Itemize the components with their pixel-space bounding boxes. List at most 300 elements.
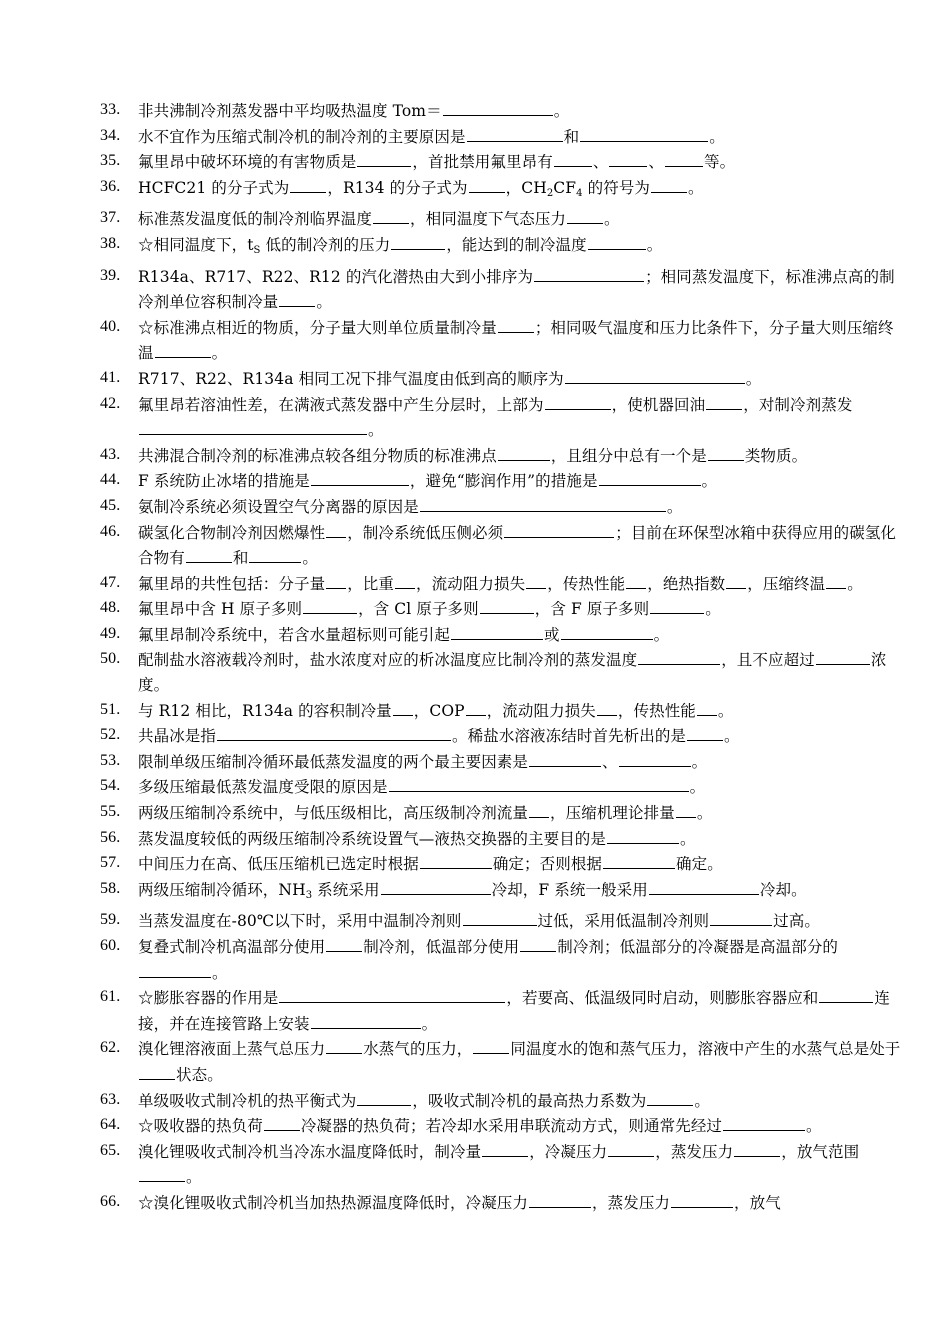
answer-blank[interactable]: [649, 877, 759, 895]
answer-blank[interactable]: [139, 960, 211, 978]
question-text-segment: 低的制冷剂的压力: [260, 235, 391, 254]
answer-blank[interactable]: [687, 723, 723, 741]
answer-blank[interactable]: [676, 800, 696, 818]
question-item: [0, 571, 950, 597]
question-text-segment: 与 R12 相比，R134a 的容积制冷量: [138, 701, 392, 720]
answer-blank[interactable]: [597, 698, 617, 716]
question-text-segment: 冷却。: [759, 880, 807, 899]
answer-blank[interactable]: [723, 1113, 805, 1131]
question-text-segment: ☆溴化锂吸收式制冷机当加热热源温度降低时，冷凝压力: [138, 1193, 529, 1212]
question-text-segment: 非共沸制冷剂蒸发器中平均吸热温度 Tom＝: [138, 102, 442, 120]
question-text: [138, 575, 863, 593]
question-text-segment: 同温度水的饱和蒸气压力，溶液中产生的水蒸气总是处于: [510, 1040, 901, 1059]
question-text: [138, 881, 807, 899]
question-number: 61.: [100, 988, 121, 1006]
answer-blank[interactable]: [155, 340, 211, 358]
answer-blank[interactable]: [504, 520, 614, 538]
question-text-segment: 、: [648, 153, 665, 172]
question-text-segment: ，放气: [734, 1193, 781, 1212]
question-text: [138, 989, 890, 1033]
question-text-segment: 浓度。: [138, 651, 887, 695]
question-text: [138, 804, 712, 822]
question-item: [0, 264, 950, 315]
question-item: [0, 315, 950, 366]
question-item: [0, 149, 950, 175]
question-number: 54.: [100, 777, 121, 795]
answer-blank[interactable]: [706, 392, 742, 410]
question-text-segment: 。稀盐水溶液冻结时首先析出的是: [452, 727, 687, 746]
answer-blank[interactable]: [520, 934, 556, 952]
question-item: [0, 392, 950, 443]
question-item: [0, 723, 950, 749]
answer-blank[interactable]: [498, 315, 534, 333]
question-number: 58.: [100, 879, 121, 897]
answer-blank[interactable]: [647, 1088, 693, 1106]
question-text-segment: ，使机器回油: [611, 395, 706, 414]
question-number: 39.: [100, 266, 121, 284]
question-text-segment: ，流动阻力损失: [416, 574, 526, 593]
question-text-segment: ，含 F 原子多则: [534, 600, 650, 619]
question-text-segment: ，首批禁用氟里昂有: [412, 153, 553, 172]
question-number: 50.: [100, 650, 121, 668]
question-text-segment: ，R134 的分子式为: [327, 178, 468, 197]
question-text-segment: 、: [592, 153, 609, 172]
answer-blank[interactable]: [482, 1139, 528, 1157]
question-text: [138, 128, 725, 146]
answer-blank[interactable]: [217, 723, 451, 741]
question-number: 66.: [100, 1192, 121, 1210]
answer-blank[interactable]: [373, 206, 409, 224]
question-number: 56.: [100, 828, 121, 846]
subscript: 2: [546, 187, 554, 199]
question-text-segment: 状态。: [176, 1065, 223, 1084]
question-text-segment: 。: [717, 701, 734, 720]
question-text: [138, 268, 895, 312]
question-item: [0, 232, 950, 264]
question-number: 60.: [100, 937, 121, 954]
question-number: 34.: [100, 126, 121, 144]
question-text-segment: 确定；否则根据: [492, 855, 603, 874]
question-text-segment: ；目前在环保型冰箱中获得应用的碳氢化合物有: [138, 523, 897, 568]
question-item: [0, 206, 950, 232]
question-number: 46.: [100, 522, 121, 540]
question-text-segment: 限制单级压缩制冷循环最低蒸发温度的两个最主要因素是: [138, 752, 529, 771]
question-text-segment: R134a、R717、R22、R12 的汽化潜热由大到小排序为: [138, 267, 534, 286]
question-item: [0, 1139, 950, 1190]
question-number: 51.: [100, 700, 121, 718]
question-text-segment: ，且组分中总有一个是: [550, 446, 707, 465]
question-text-segment: 或: [544, 625, 560, 644]
question-text-segment: ，流动阻力损失: [486, 701, 596, 720]
question-text-segment: ，蒸发压力: [655, 1142, 734, 1161]
answer-blank[interactable]: [626, 571, 646, 589]
subscript: 4: [576, 187, 583, 199]
question-text-segment: ，压缩终温: [747, 574, 826, 593]
question-text-segment: 系统采用: [312, 880, 380, 899]
answer-blank[interactable]: [393, 698, 413, 716]
question-item: [0, 1036, 950, 1087]
question-text-segment: 溴化锂吸收式制冷机当冷冻水温度降低时，制冷量: [138, 1142, 482, 1161]
question-number: 44.: [100, 471, 121, 489]
question-text-segment: 等。: [704, 153, 736, 172]
answer-blank[interactable]: [710, 908, 772, 926]
question-text-segment: 配制盐水溶液载冷剂时，盐水浓度对应的析冰温度应比制冷剂的蒸发温度: [138, 651, 638, 670]
answer-blank[interactable]: [816, 647, 870, 665]
question-text: [138, 855, 723, 873]
question-text-segment: 蒸发温度较低的两级压缩制冷系统设置气—液热交换器的主要目的是: [138, 829, 607, 848]
answer-blank[interactable]: [326, 1036, 362, 1054]
question-text-segment: 。: [847, 574, 863, 593]
question-text: [138, 938, 838, 982]
answer-blank[interactable]: [420, 494, 666, 512]
question-text: [138, 153, 735, 171]
question-item: [0, 468, 950, 494]
question-text-segment: 氟里昂若溶油性差，在满液式蒸发器中产生分层时，上部为: [138, 395, 544, 414]
question-text-segment: 氟里昂中含 H 原子多则: [138, 600, 303, 619]
question-text-segment: 。: [368, 421, 384, 440]
question-number: 41.: [100, 368, 121, 386]
question-text-segment: ☆吸收器的热负荷: [138, 1117, 263, 1136]
answer-blank[interactable]: [249, 545, 301, 563]
question-text: [138, 1194, 781, 1212]
question-item: [0, 826, 950, 852]
question-text: [138, 830, 696, 848]
answer-blank[interactable]: [580, 124, 708, 142]
question-text: [138, 1092, 710, 1110]
answer-blank[interactable]: [534, 264, 644, 282]
question-text-segment: 。: [705, 600, 721, 619]
question-text-segment: 。: [646, 235, 663, 254]
question-text: [138, 651, 886, 694]
question-text-segment: 当蒸发温度在-80℃以下时，采用中温制冷剂则: [138, 912, 462, 931]
answer-blank[interactable]: [357, 1088, 411, 1106]
question-number: 37.: [100, 209, 121, 227]
question-item: [0, 1113, 950, 1139]
question-text-segment: 。: [745, 369, 762, 388]
question-text: [138, 600, 721, 618]
answer-blank[interactable]: [139, 1062, 175, 1080]
question-text-segment: 多级压缩最低蒸发温度受限的原因是: [138, 778, 388, 797]
question-text-segment: 连接，并在连接管路上安装: [138, 989, 891, 1033]
answer-blank[interactable]: [529, 800, 549, 818]
question-text-segment: 共沸混合制冷剂的标准沸点较各组分物质的标准沸点: [138, 446, 497, 465]
question-text-segment: 。: [666, 497, 683, 516]
question-text-segment: ，且不应超过: [721, 651, 815, 670]
question-text-segment: ，传热性能: [547, 574, 626, 593]
question-text-segment: 氟里昂的共性包括：分子量: [138, 574, 326, 593]
question-text-segment: 。: [680, 829, 696, 848]
question-text: [138, 102, 569, 120]
answer-blank[interactable]: [443, 98, 553, 116]
answer-blank[interactable]: [463, 908, 537, 926]
answer-blank[interactable]: [139, 417, 367, 435]
answer-blank[interactable]: [726, 571, 746, 589]
question-text-segment: 氟里昂制冷系统中，若含水量超标则可能引起: [138, 625, 451, 644]
question-text-segment: 。: [696, 804, 713, 823]
answer-blank[interactable]: [381, 877, 491, 895]
question-text-segment: 和: [232, 549, 249, 568]
question-number: 35.: [100, 152, 121, 170]
answer-blank[interactable]: [466, 698, 486, 716]
question-text-segment: 。: [688, 178, 704, 197]
question-text-segment: ☆膨胀容器的作用是: [138, 989, 279, 1008]
answer-blank[interactable]: [473, 1036, 509, 1054]
question-text-segment: 氨制冷系统必须设置空气分离器的原因是: [138, 497, 419, 516]
answer-blank[interactable]: [279, 985, 505, 1003]
question-number: 64.: [100, 1116, 121, 1134]
answer-blank[interactable]: [264, 1113, 300, 1131]
answer-blank[interactable]: [619, 749, 691, 767]
answer-blank[interactable]: [326, 934, 362, 952]
question-number: 63.: [100, 1090, 121, 1108]
question-text: [138, 447, 807, 465]
question-text-segment: 。: [689, 778, 706, 797]
answer-blank[interactable]: [554, 149, 592, 167]
question-text-segment: 水蒸气的压力，: [363, 1040, 473, 1059]
question-item: [0, 622, 950, 648]
question-text-segment: 溴化锂溶液面上蒸气总压力: [138, 1040, 326, 1059]
question-text-segment: 。: [691, 752, 708, 771]
question-text-segment: 和: [563, 127, 580, 146]
answer-blank[interactable]: [303, 596, 357, 614]
question-text-segment: ，CH: [505, 178, 547, 197]
question-text: [138, 626, 669, 644]
answer-blank[interactable]: [826, 571, 846, 589]
question-text-segment: 水不宜作为压缩式制冷机的制冷剂的主要原因是: [138, 127, 466, 146]
question-number: 55.: [100, 803, 121, 821]
answer-blank[interactable]: [480, 596, 534, 614]
answer-blank[interactable]: [609, 149, 647, 167]
question-number: 38.: [100, 234, 121, 252]
question-text-segment: ，比重: [347, 574, 395, 593]
question-item: [0, 596, 950, 622]
answer-blank[interactable]: [650, 596, 704, 614]
question-text-segment: 、: [602, 752, 618, 771]
question-text: [138, 778, 705, 796]
question-text-segment: 。: [553, 102, 570, 120]
question-number: 65.: [100, 1141, 121, 1159]
question-item: [0, 366, 950, 392]
subscript: S: [253, 244, 261, 256]
question-number: 45.: [100, 496, 121, 514]
question-text: [138, 524, 896, 568]
answer-blank[interactable]: [395, 571, 415, 589]
question-text-segment: 单级吸收式制冷机的热平衡式为: [138, 1091, 357, 1110]
answer-blank[interactable]: [526, 571, 546, 589]
question-text-segment: ；相同吸气温度和压力比条件下，分子量大则压缩终温: [138, 318, 894, 363]
question-item: [0, 934, 950, 985]
question-text-segment: 氟里昂中破坏环境的有害物质是: [138, 153, 357, 172]
answer-blank[interactable]: [588, 232, 646, 250]
question-text-segment: ，绝热指数: [647, 574, 726, 593]
question-item: [0, 494, 950, 520]
answer-blank[interactable]: [311, 468, 409, 486]
question-text-segment: 冷凝器的热负荷；若冷却水采用串联流动方式，则通常先经过: [300, 1117, 723, 1136]
answer-blank[interactable]: [469, 175, 505, 193]
question-text-segment: ；相同蒸发温度下，标准沸点高的制冷剂单位容积制冷量: [138, 267, 895, 312]
question-item: [0, 175, 950, 207]
answer-blank[interactable]: [561, 622, 653, 640]
question-item: [0, 749, 950, 775]
question-text-segment: ，制冷系统低压侧必须: [347, 523, 504, 542]
question-text-segment: CF: [553, 178, 577, 197]
question-number: 43.: [100, 445, 121, 463]
question-text: [138, 236, 662, 254]
question-text-segment: 过高。: [773, 912, 820, 931]
question-item: [0, 877, 950, 909]
question-item: [0, 851, 950, 877]
answer-blank[interactable]: [608, 1139, 654, 1157]
answer-blank[interactable]: [819, 985, 873, 1003]
question-number: 42.: [100, 394, 121, 412]
question-text-segment: 标准蒸发温度低的制冷剂临界温度: [138, 210, 373, 229]
answer-blank[interactable]: [671, 1190, 733, 1208]
question-number: 49.: [100, 624, 121, 642]
question-text: [138, 1143, 859, 1187]
answer-blank[interactable]: [607, 826, 679, 844]
question-text: [138, 1040, 900, 1084]
question-item: [0, 1190, 950, 1216]
question-item: [0, 647, 950, 697]
question-text-segment: ，冷凝压力: [529, 1142, 608, 1161]
answer-blank[interactable]: [326, 571, 346, 589]
answer-blank[interactable]: [290, 175, 326, 193]
question-item: [0, 443, 950, 469]
question-item: [0, 124, 950, 150]
question-number: 47.: [100, 573, 121, 591]
answer-blank[interactable]: [565, 366, 745, 384]
answer-blank[interactable]: [391, 232, 445, 250]
question-text-segment: 共晶冰是指: [138, 727, 217, 746]
answer-blank[interactable]: [467, 124, 563, 142]
question-text-segment: ，COP: [413, 701, 465, 720]
answer-blank[interactable]: [311, 1011, 421, 1029]
question-text: [138, 179, 704, 197]
question-text-segment: 。: [211, 344, 228, 363]
question-text-segment: 两级压缩制冷系统中，与低压级相比，高压级制冷剂流量: [138, 804, 529, 823]
question-text-segment: 制冷剂；低温部分的冷凝器是高温部分的: [557, 938, 839, 956]
question-text-segment: 。: [806, 1117, 822, 1136]
question-text: [138, 727, 740, 745]
answer-blank[interactable]: [529, 749, 601, 767]
question-text: [138, 702, 734, 720]
question-text-segment: 类物质。: [744, 446, 808, 465]
question-text-segment: ☆标准沸点相近的物质，分子量大则单位质量制冷量: [138, 318, 497, 337]
question-text-segment: ，对制冷剂蒸发: [743, 395, 853, 414]
answer-blank[interactable]: [697, 698, 717, 716]
answer-blank[interactable]: [567, 206, 603, 224]
answer-blank[interactable]: [326, 520, 346, 538]
answer-blank[interactable]: [279, 289, 315, 307]
answer-blank[interactable]: [638, 647, 720, 665]
question-text: [138, 370, 761, 388]
question-item: [0, 985, 950, 1036]
question-text-segment: 的符号为: [582, 178, 651, 197]
answer-blank[interactable]: [665, 149, 703, 167]
question-number: 62.: [100, 1039, 121, 1057]
question-number: 53.: [100, 751, 121, 769]
question-text-segment: ，含 Cl 原子多则: [358, 600, 479, 619]
question-text-segment: ，压缩机理论排量: [550, 804, 675, 823]
question-text-segment: 。: [604, 210, 620, 229]
question-text-segment: 确定。: [676, 855, 723, 874]
question-text-segment: ，相同温度下气态压力: [410, 210, 567, 229]
question-text-segment: 中间压力在高、低压压缩机已选定时根据: [138, 855, 419, 874]
question-text-segment: 。: [186, 1168, 202, 1187]
answer-blank[interactable]: [451, 622, 543, 640]
question-text-segment: 。: [724, 727, 740, 746]
question-text-segment: 。: [653, 625, 670, 644]
question-text-segment: 。: [302, 549, 319, 568]
question-text: [138, 753, 707, 771]
answer-blank[interactable]: [599, 468, 701, 486]
question-text-segment: 两级压缩制冷循环，NH: [138, 880, 306, 899]
answer-blank[interactable]: [545, 392, 611, 410]
question-text: [138, 319, 894, 363]
question-item: [0, 98, 950, 124]
question-text-segment: ，吸收式制冷机的最高热力系数为: [412, 1091, 647, 1110]
question-item: [0, 698, 950, 724]
question-text-segment: ，若要高、低温级同时启动，则膨胀容器应和: [506, 989, 819, 1008]
question-text-segment: ☆相同温度下，t: [138, 235, 254, 254]
answer-blank[interactable]: [357, 149, 411, 167]
question-text-segment: 冷却，F 系统一般采用: [491, 880, 648, 899]
answer-blank[interactable]: [651, 175, 687, 193]
answer-blank[interactable]: [708, 443, 744, 461]
question-number: 59.: [100, 911, 121, 929]
question-item: [0, 800, 950, 826]
question-text: [138, 396, 852, 440]
question-text-segment: 。: [694, 1091, 711, 1110]
question-text-segment: 。: [316, 293, 333, 312]
question-text-segment: 。: [212, 963, 228, 982]
question-number: 33.: [100, 101, 121, 118]
question-item: [0, 1088, 950, 1114]
question-text-segment: R717、R22、R134a 相同工况下排气温度由低到高的顺序为: [138, 369, 564, 388]
question-item: [0, 908, 950, 934]
question-number: 36.: [100, 177, 121, 195]
question-number: 57.: [100, 854, 121, 872]
answer-blank[interactable]: [734, 1139, 780, 1157]
question-number: 48.: [100, 599, 121, 617]
question-text: [138, 210, 620, 228]
question-number: 40.: [100, 317, 121, 335]
question-text-segment: HCFC21 的分子式为: [138, 178, 290, 197]
answer-blank[interactable]: [603, 851, 675, 869]
question-text: [138, 1117, 822, 1135]
question-text-segment: 过低，采用低温制冷剂则: [537, 912, 710, 931]
answer-blank[interactable]: [498, 443, 550, 461]
answer-blank[interactable]: [529, 1190, 591, 1208]
question-text: [138, 472, 717, 490]
question-text-segment: ，蒸发压力: [592, 1193, 671, 1212]
answer-blank[interactable]: [389, 774, 689, 792]
answer-blank[interactable]: [420, 851, 492, 869]
answer-blank[interactable]: [186, 545, 232, 563]
question-text-segment: 复叠式制冷机高温部分使用: [138, 938, 326, 956]
question-text-segment: 。: [709, 127, 725, 146]
question-text: [138, 912, 820, 930]
question-text-segment: ，能达到的制冷温度: [446, 235, 587, 254]
question-list: [0, 98, 950, 1216]
question-text-segment: 。: [701, 472, 718, 491]
answer-blank[interactable]: [139, 1164, 185, 1182]
question-text-segment: ，传热性能: [617, 701, 696, 720]
subscript: 3: [305, 889, 313, 901]
question-text-segment: ，避免“膨润作用”的措施是: [409, 472, 598, 491]
question-item: [0, 774, 950, 800]
question-text-segment: F 系统防止冰堵的措施是: [138, 472, 310, 491]
